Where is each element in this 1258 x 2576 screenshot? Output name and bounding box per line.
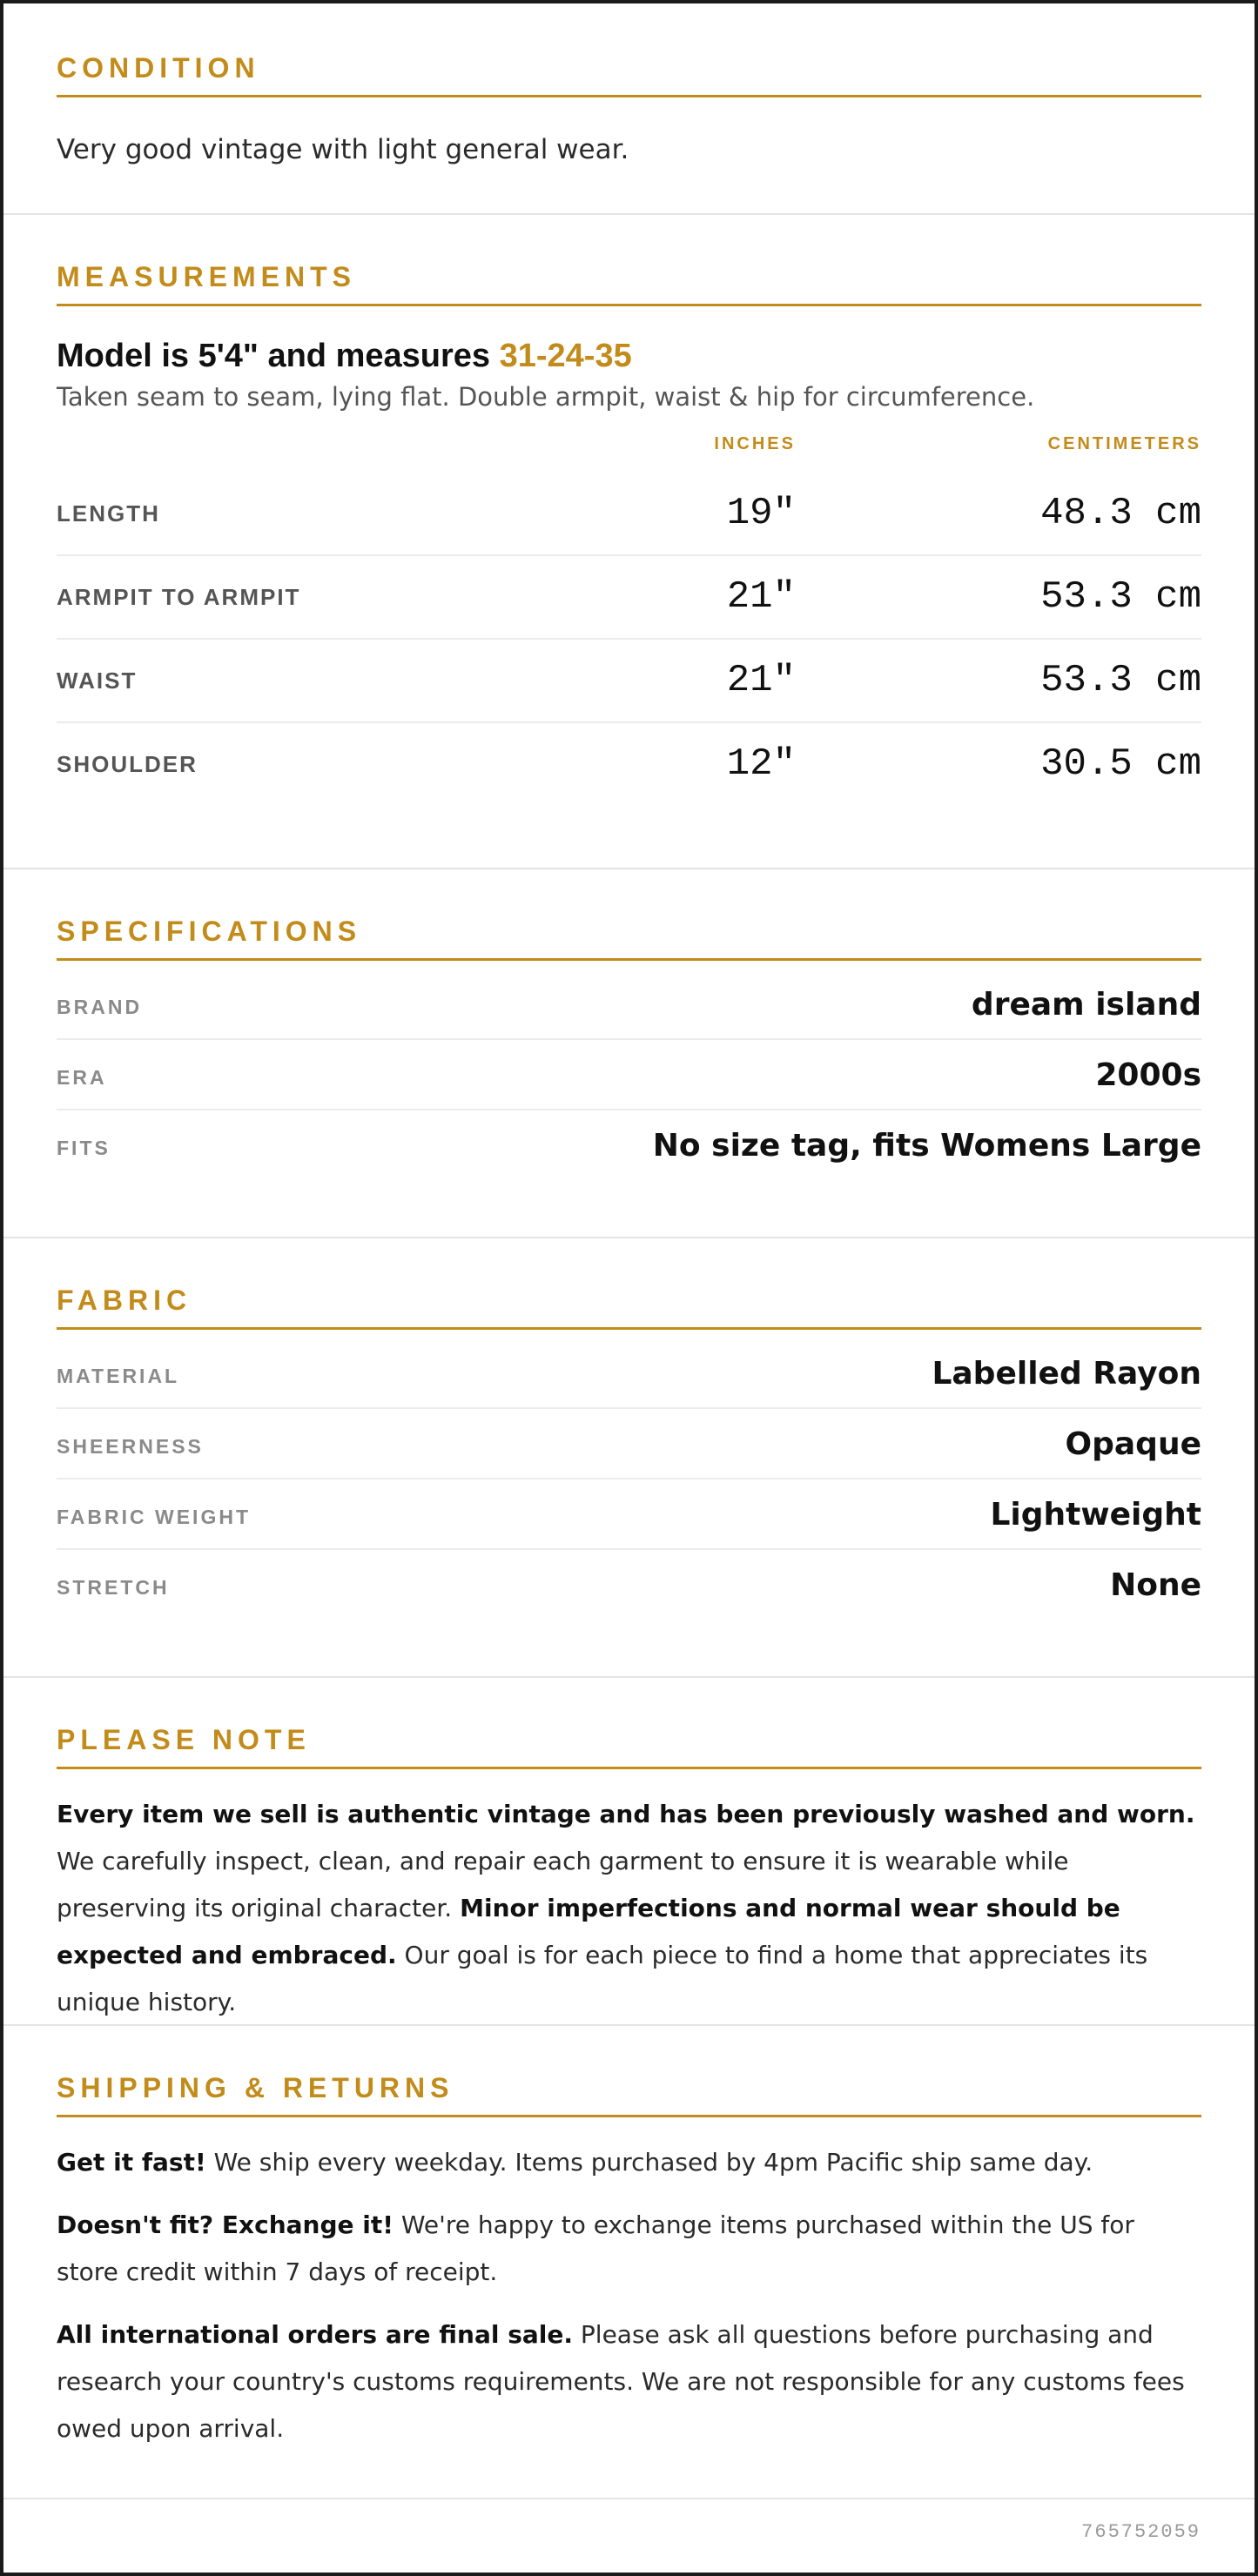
measurement-cm: 53.3 cm <box>1040 575 1201 619</box>
exchange-paragraph <box>57 2202 1201 2296</box>
measurement-note: Taken seam to seam, lying flat. Double armpit, waist & hip for circumference. <box>57 382 1035 412</box>
fabric-heading: FABRIC <box>57 1283 1201 1330</box>
fabric-value: Opaque <box>1065 1426 1201 1462</box>
measurement-row <box>57 640 1201 723</box>
spec-label: ERA <box>57 1066 107 1089</box>
measurement-inches: 19" <box>726 492 796 535</box>
fabric-label: STRETCH <box>57 1576 170 1599</box>
measurements-heading: MEASUREMENTS <box>57 259 1201 306</box>
spec-row <box>57 1040 1201 1110</box>
exchange-bold: Doesn't fit? Exchange it! <box>57 2210 394 2239</box>
measurement-label: SHOULDER <box>57 751 198 777</box>
fabric-row <box>57 1550 1201 1620</box>
measurement-inches: 21" <box>726 575 796 619</box>
measurements-section <box>3 215 1255 869</box>
fabric-value: Labelled Rayon <box>932 1356 1201 1392</box>
measurement-label: ARMPIT TO ARMPIT <box>57 584 301 610</box>
measurement-inches: 12" <box>726 742 796 786</box>
specifications-section <box>3 869 1255 1238</box>
please-note-text-1: We carefully inspect, clean, and repair each garment to ensure it is wearable while preserving its original character. <box>57 1847 1069 1922</box>
shipping-paragraph <box>57 2139 1201 2186</box>
measurement-row <box>57 723 1201 807</box>
measurement-table <box>57 473 1201 807</box>
please-note-bold-1: Every item we sell is authentic vintage and has been previously washed and worn. <box>57 1800 1195 1828</box>
shipping-text: We ship every weekday. Items purchased by 4pm Pacific ship same day. <box>205 2148 1093 2177</box>
measurement-cm: 30.5 cm <box>1040 742 1201 786</box>
please-note-text <box>57 1791 1201 2026</box>
spec-value: 2000s <box>1095 1057 1201 1093</box>
spec-label: BRAND <box>57 996 143 1018</box>
fabric-row <box>57 1409 1201 1479</box>
please-note-section <box>3 1678 1255 2026</box>
measurement-row <box>57 556 1201 640</box>
fabric-value: Lightweight <box>990 1497 1201 1533</box>
fabric-row <box>57 1479 1201 1550</box>
condition-heading: CONDITION <box>57 50 1201 97</box>
product-id: 765752059 <box>1081 2521 1201 2543</box>
centimeters-column-header: CENTIMETERS <box>1047 434 1201 453</box>
please-note-heading: PLEASE NOTE <box>57 1722 1201 1769</box>
model-prefix: Model is 5'4" and measures <box>57 338 500 374</box>
spec-row <box>57 969 1201 1040</box>
fabric-label: FABRIC WEIGHT <box>57 1506 251 1528</box>
shipping-returns-section <box>3 2026 1255 2499</box>
spec-label: FITS <box>57 1137 111 1159</box>
fabric-label: MATERIAL <box>57 1365 180 1387</box>
measurement-inches: 21" <box>726 659 796 702</box>
international-bold: All international orders are final sale. <box>57 2320 574 2349</box>
measurement-row <box>57 473 1201 556</box>
inches-column-header: INCHES <box>714 434 796 453</box>
model-stats: 31-24-35 <box>499 338 632 374</box>
fabric-row <box>57 1338 1201 1409</box>
shipping-bold: Get it fast! <box>57 2148 206 2177</box>
condition-section <box>3 3 1255 215</box>
measurement-label: LENGTH <box>57 500 160 527</box>
measurement-cm: 53.3 cm <box>1040 659 1201 702</box>
spec-value: dream island <box>971 987 1201 1023</box>
fabric-label: SHEERNESS <box>57 1435 204 1458</box>
international-text: Please ask all questions before purchasing and research your country's customs requirements. We are not responsible for any customs fees owed upon arrival. <box>57 2320 1185 2443</box>
exchange-text: We're happy to exchange items purchased within the US for store credit within 7 days of receipt. <box>57 2210 1134 2286</box>
specifications-heading: SPECIFICATIONS <box>57 914 1201 961</box>
measurement-cm: 48.3 cm <box>1040 492 1201 535</box>
spec-value: No size tag, fits Womens Large <box>652 1128 1201 1164</box>
fabric-list <box>57 1338 1201 1620</box>
spec-row <box>57 1110 1201 1181</box>
international-paragraph <box>57 2311 1201 2452</box>
specifications-list <box>57 969 1201 1181</box>
shipping-returns-heading: SHIPPING & RETURNS <box>57 2070 1201 2117</box>
please-note-bold-2: Minor imperfections and normal wear should be expected and embraced. <box>57 1894 1120 1969</box>
please-note-text-2: Our goal is for each piece to find a home that appreciates its unique history. <box>57 1941 1148 2016</box>
condition-text: Very good vintage with light general wear. <box>57 134 629 165</box>
measurement-label: WAIST <box>57 667 138 694</box>
fabric-value: None <box>1110 1567 1201 1603</box>
model-measurements <box>57 338 1201 375</box>
measurement-column-headers <box>57 420 1201 473</box>
fabric-section <box>3 1238 1255 1678</box>
